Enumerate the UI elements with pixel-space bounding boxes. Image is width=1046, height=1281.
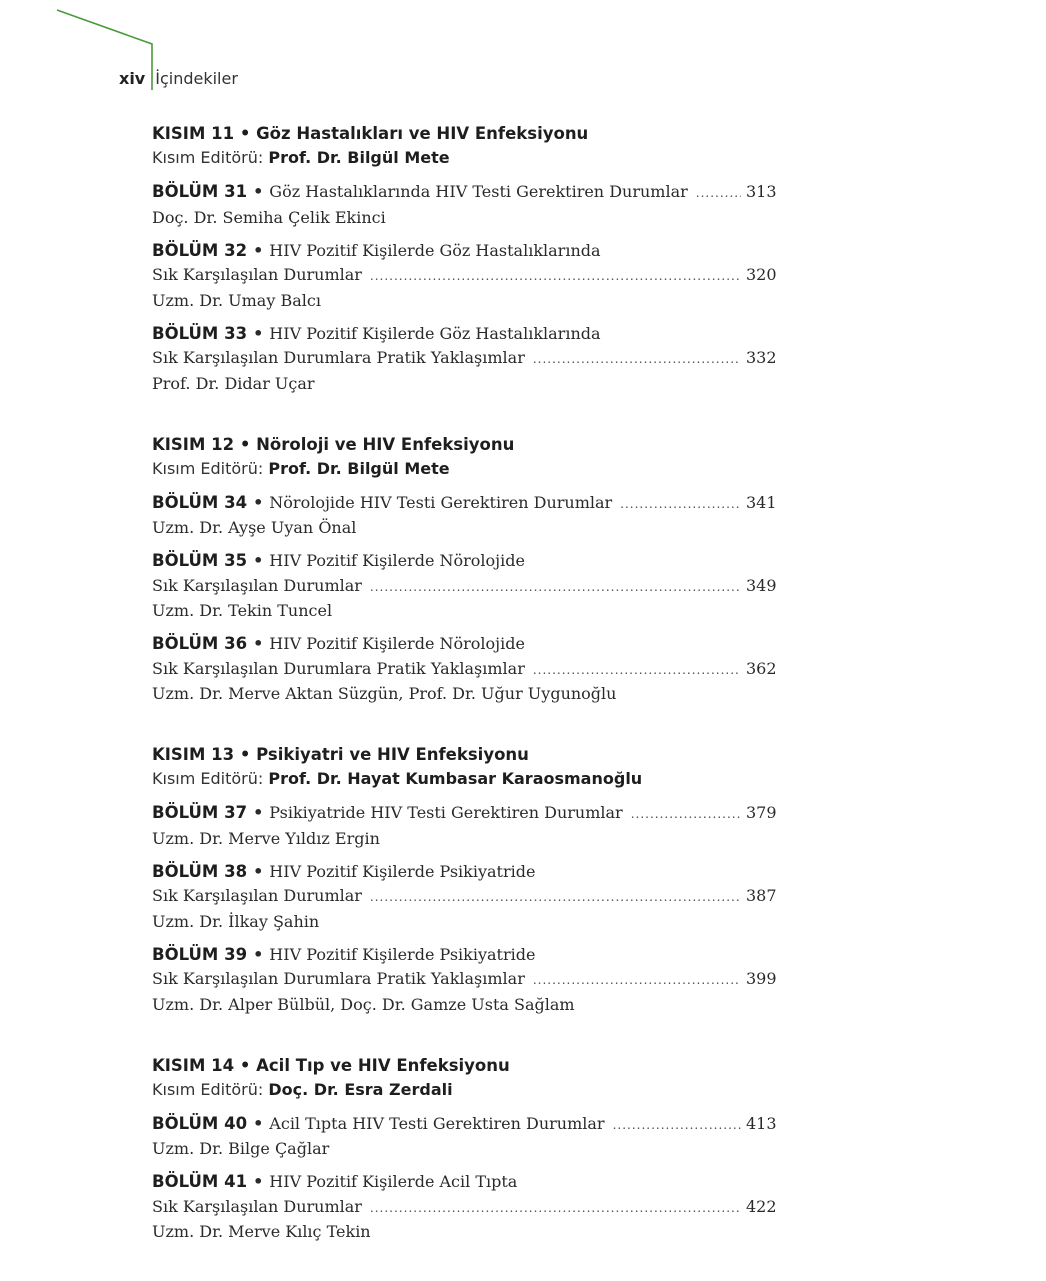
part-title: KISIM 14 • Acil Tıp ve HIV Enfeksiyonu [152, 1055, 510, 1075]
editor-label: Kısım Editörü: [152, 148, 264, 167]
chapter-title: HIV Pozitif Kişilerde Psikiyatride [269, 861, 536, 881]
running-header [119, 66, 238, 90]
table-of-contents [152, 122, 776, 1281]
bullet-separator: • [253, 1113, 264, 1133]
page-number: xiv [119, 68, 146, 88]
bullet-separator: • [253, 861, 264, 881]
chapter-title: HIV Pozitif Kişilerde Acil Tıpta [269, 1172, 518, 1191]
dot-leader [370, 1196, 741, 1221]
chapter-entry[interactable] [152, 549, 776, 623]
chapter-title: HIV Pozitif Kişilerde Göz Hastalıklarında [269, 240, 601, 260]
chapter-authors: Uzm. Dr. Alper Bülbül, Doç. Dr. Gamze Usta Sağlam [152, 994, 575, 1014]
part-section [152, 1054, 776, 1245]
part-title: KISIM 12 • Nöroloji ve HIV Enfeksiyonu [152, 434, 515, 454]
chapter-label: BÖLÜM 34 [152, 492, 248, 512]
part-section [152, 433, 776, 707]
chapter-authors: Uzm. Dr. Merve Aktan Süzgün, Prof. Dr. Uğur Uygunoğlu [152, 684, 617, 703]
dot-leader [370, 575, 741, 600]
chapter-entry[interactable] [152, 943, 776, 1017]
page-ref: 341 [746, 492, 777, 512]
dot-leader [533, 968, 741, 993]
chapter-authors: Prof. Dr. Didar Uçar [152, 373, 315, 393]
part-editor [152, 146, 776, 170]
chapter-entry[interactable] [152, 1170, 776, 1244]
part-editor [152, 767, 776, 791]
chapter-authors: Uzm. Dr. İlkay Şahin [152, 911, 320, 931]
part-title: KISIM 13 • Psikiyatri ve HIV Enfeksiyonu [152, 745, 529, 764]
chapter-title: HIV Pozitif Kişilerde Göz Hastalıklarında [269, 323, 601, 343]
chapter-entry[interactable] [152, 491, 776, 541]
page-ref: 313 [746, 182, 777, 201]
dot-leader [613, 1113, 741, 1138]
chapter-authors: Doç. Dr. Semiha Çelik Ekinci [152, 207, 386, 227]
editor-label: Kısım Editörü: [152, 458, 264, 478]
editor-name: Prof. Dr. Hayat Kumbasar Karaosmanoğlu [268, 769, 643, 788]
bullet-separator: • [253, 182, 264, 201]
part-editor [152, 1078, 776, 1102]
bullet-separator: • [253, 1172, 264, 1191]
chapter-label: BÖLÜM 38 [152, 861, 248, 881]
chapter-title-continued: Sık Karşılaşılan Durumlara Pratik Yaklaşımlar [152, 969, 525, 988]
bullet-separator: • [253, 634, 264, 653]
page-ref: 332 [746, 348, 777, 367]
page-ref: 399 [746, 969, 777, 988]
chapter-authors: Uzm. Dr. Merve Kılıç Tekin [152, 1222, 371, 1241]
dot-leader [370, 885, 741, 910]
page-ref: 413 [746, 1113, 777, 1133]
chapter-title-continued: Sık Karşılaşılan Durumlara Pratik Yaklaşımlar [152, 348, 525, 367]
page-ref: 379 [746, 803, 777, 822]
chapter-title: Nörolojide HIV Testi Gerektiren Durumlar [269, 492, 613, 512]
chapter-authors: Uzm. Dr. Ayşe Uyan Önal [152, 518, 357, 537]
bullet-separator: • [253, 492, 264, 512]
chapter-title-continued: Sık Karşılaşılan Durumlar [152, 1196, 362, 1216]
part-section [152, 122, 776, 396]
chapter-title: HIV Pozitif Kişilerde Nörolojide [269, 551, 525, 570]
editor-label: Kısım Editörü: [152, 769, 264, 788]
running-header-title: İçindekiler [155, 68, 238, 88]
dot-leader [631, 802, 741, 827]
bullet-separator: • [253, 240, 264, 260]
editor-label: Kısım Editörü: [152, 1079, 264, 1099]
page-ref: 422 [746, 1196, 777, 1216]
chapter-authors: Uzm. Dr. Umay Balcı [152, 290, 321, 310]
chapter-entry[interactable] [152, 239, 776, 313]
editor-name: Prof. Dr. Bilgül Mete [268, 458, 450, 478]
dot-leader [696, 181, 741, 206]
bullet-separator: • [253, 551, 264, 570]
chapter-authors: Uzm. Dr. Merve Yıldız Ergin [152, 828, 380, 848]
chapter-label: BÖLÜM 37 [152, 803, 248, 822]
chapter-label: BÖLÜM 39 [152, 944, 248, 964]
part-section [152, 743, 776, 1017]
chapter-title-continued: Sık Karşılaşılan Durumlara Pratik Yaklaşımlar [152, 658, 525, 678]
chapter-authors: Uzm. Dr. Tekin Tuncel [152, 601, 333, 620]
bullet-separator: • [253, 944, 264, 964]
page-ref: 349 [746, 575, 777, 595]
chapter-entry[interactable] [152, 180, 776, 230]
chapter-label: BÖLÜM 36 [152, 634, 248, 653]
chapter-label: BÖLÜM 35 [152, 551, 248, 570]
chapter-authors: Uzm. Dr. Bilge Çağlar [152, 1139, 330, 1158]
editor-name: Doç. Dr. Esra Zerdali [268, 1079, 453, 1099]
part-editor [152, 457, 776, 481]
chapter-label: BÖLÜM 41 [152, 1172, 248, 1191]
editor-name: Prof. Dr. Bilgül Mete [268, 148, 450, 167]
chapter-title-continued: Sık Karşılaşılan Durumlar [152, 575, 362, 595]
page-ref: 362 [746, 658, 777, 678]
chapter-title-continued: Sık Karşılaşılan Durumlar [152, 886, 362, 905]
chapter-title-continued: Sık Karşılaşılan Durumlar [152, 265, 362, 284]
bullet-separator: • [253, 803, 264, 822]
page-ref: 320 [746, 265, 777, 284]
chapter-entry[interactable] [152, 632, 776, 706]
chapter-title: Göz Hastalıklarında HIV Testi Gerektiren Durumlar [269, 182, 688, 201]
chapter-title: HIV Pozitif Kişilerde Nörolojide [269, 634, 525, 653]
chapter-entry[interactable] [152, 322, 776, 396]
chapter-title: Psikiyatride HIV Testi Gerektiren Durumlar [269, 803, 623, 822]
chapter-title: HIV Pozitif Kişilerde Psikiyatride [269, 944, 536, 964]
chapter-entry[interactable] [152, 1112, 776, 1162]
dot-leader [620, 492, 741, 517]
dot-leader [370, 264, 741, 289]
page-ref: 387 [746, 886, 777, 905]
part-title: KISIM 11 • Göz Hastalıkları ve HIV Enfeksiyonu [152, 124, 589, 143]
chapter-entry[interactable] [152, 801, 776, 851]
chapter-label: BÖLÜM 32 [152, 240, 248, 260]
chapter-label: BÖLÜM 31 [152, 182, 248, 201]
chapter-title: Acil Tıpta HIV Testi Gerektiren Durumlar [269, 1113, 605, 1133]
chapter-label: BÖLÜM 33 [152, 323, 248, 343]
dot-leader [533, 347, 741, 372]
bullet-separator: • [253, 323, 264, 343]
chapter-label: BÖLÜM 40 [152, 1113, 248, 1133]
chapter-entry[interactable] [152, 860, 776, 934]
dot-leader [533, 658, 741, 683]
